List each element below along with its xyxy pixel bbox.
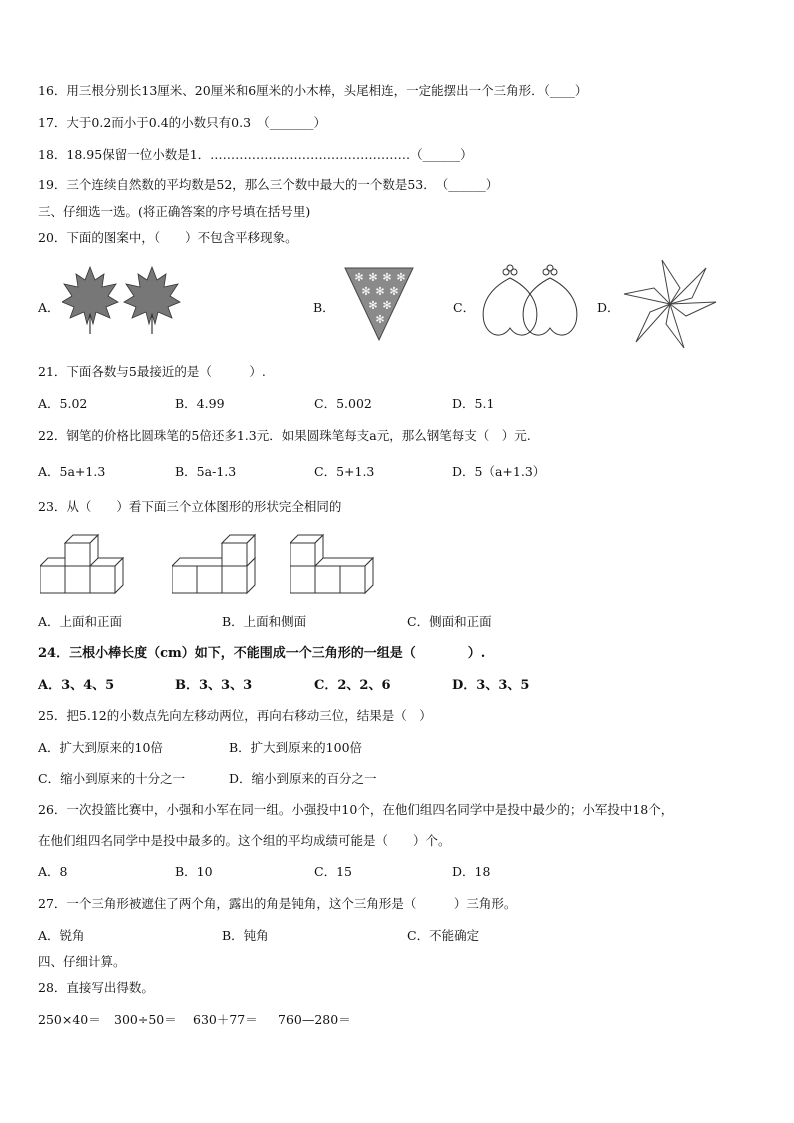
q28-expr-1: 250×40＝ xyxy=(38,1012,101,1027)
q28-expr-2: 300÷50＝ xyxy=(114,1012,177,1027)
question-17: 17．大于0.2而小于0.4的小数只有0.3 （_______） xyxy=(38,115,327,130)
q26-option-b[interactable]: B．10 xyxy=(175,864,213,879)
q23-option-a[interactable]: A．上面和正面 xyxy=(38,614,123,629)
q23-option-c[interactable]: C．侧面和正面 xyxy=(407,614,492,629)
question-20: 20．下面的图案中，（ ）不包含平移现象。 xyxy=(38,230,298,245)
svg-text:✻: ✻ xyxy=(354,271,364,284)
q27-options xyxy=(38,928,638,944)
q26-option-c[interactable]: C．15 xyxy=(314,864,352,879)
question-24: 24．三根小棒长度（cm）如下，不能围成一个三角形的一组是（ ）. xyxy=(38,646,486,661)
q24-option-a[interactable]: A．3、4、5 xyxy=(38,678,115,693)
q20-label-a: A． xyxy=(38,300,60,315)
maple-leaves-icon xyxy=(62,262,184,342)
q25-options-row2 xyxy=(38,771,638,787)
q28-expr-4: 760—280＝ xyxy=(278,1012,351,1027)
q25-option-c[interactable]: C．缩小到原来的十分之一 xyxy=(38,771,186,786)
question-16: 16．用三根分别长13厘米、20厘米和6厘米的小木棒，头尾相连，一定能摆出一个三角形．（____） xyxy=(38,83,588,98)
q26-option-d[interactable]: D．18 xyxy=(452,864,491,879)
svg-text:✻: ✻ xyxy=(368,299,378,312)
cube-stack-1-icon xyxy=(40,533,130,597)
q28-expr-3: 630＋77＝ xyxy=(193,1012,258,1027)
cube-stack-3-icon xyxy=(290,533,380,597)
q25-option-a[interactable]: A．扩大到原来的10倍 xyxy=(38,740,163,755)
svg-text:✻: ✻ xyxy=(389,285,399,298)
q21-option-d[interactable]: D．5.1 xyxy=(452,396,495,411)
snowflake-triangle-icon xyxy=(343,266,415,342)
svg-text:✻: ✻ xyxy=(375,313,385,326)
q23-option-b[interactable]: B．上面和侧面 xyxy=(222,614,307,629)
svg-text:✻: ✻ xyxy=(382,299,392,312)
q28-expressions xyxy=(38,1012,638,1028)
q24-option-c[interactable]: C．2、2、6 xyxy=(314,678,391,693)
q24-options xyxy=(38,678,638,694)
q25-options-row1 xyxy=(38,740,638,756)
q26-options xyxy=(38,864,638,880)
heart-shapes-icon xyxy=(480,264,580,344)
q21-option-c[interactable]: C．5.002 xyxy=(314,396,372,411)
question-27: 27．一个三角形被遮住了两个角，露出的角是钝角，这个三角形是（ ）三角形。 xyxy=(38,896,517,911)
section-4-heading: 四、仔细计算。 xyxy=(38,954,126,969)
svg-text:✻: ✻ xyxy=(382,271,392,284)
q21-option-a[interactable]: A．5.02 xyxy=(38,396,88,411)
q22-option-a[interactable]: A．5a+1.3 xyxy=(38,464,106,479)
q23-options xyxy=(38,614,638,630)
svg-text:✻: ✻ xyxy=(375,285,385,298)
q24-option-b[interactable]: B．3、3、3 xyxy=(175,678,253,693)
q21-option-b[interactable]: B．4.99 xyxy=(175,396,225,411)
question-22: 22．钢笔的价格比圆珠笔的5倍还多1.3元．如果圆珠笔每支a元，那么钢笔每支（ ）元. xyxy=(38,428,531,443)
pinwheel-icon xyxy=(622,258,718,350)
question-18: 18．18.95保留一位小数是1．…………………………………………（______） xyxy=(38,147,473,162)
q20-label-c: C． xyxy=(453,300,476,315)
q21-options xyxy=(38,396,638,412)
q25-option-d[interactable]: D．缩小到原来的百分之一 xyxy=(229,771,377,786)
q27-option-c[interactable]: C．不能确定 xyxy=(407,928,480,943)
section-3-heading: 三、仔细选一选。(将正确答案的序号填在括号里) xyxy=(38,204,311,219)
question-23: 23．从（ ）看下面三个立体图形的形状完全相同的 xyxy=(38,499,342,514)
q22-option-c[interactable]: C．5+1.3 xyxy=(314,464,375,479)
question-25: 25．把5.12的小数点先向左移动两位，再向右移动三位，结果是（ ） xyxy=(38,708,432,723)
q27-option-a[interactable]: A．锐角 xyxy=(38,928,85,943)
question-26-line-2: 在他们组四名同学中是投中最多的。这个组的平均成绩可能是（ ）个。 xyxy=(38,833,451,848)
q22-option-d[interactable]: D．5（a+1.3） xyxy=(452,464,546,479)
question-28: 28．直接写出得数。 xyxy=(38,980,154,995)
q22-option-b[interactable]: B．5a-1.3 xyxy=(175,464,237,479)
cube-stack-2-icon xyxy=(172,533,262,597)
q24-option-d[interactable]: D．3、3、5 xyxy=(452,678,530,693)
question-21: 21．下面各数与5最接近的是（ ）. xyxy=(38,364,266,379)
question-19: 19．三个连续自然数的平均数是52，那么三个数中最大的一个数是53． （______） xyxy=(38,177,499,192)
q22-options xyxy=(38,464,638,480)
svg-text:✻: ✻ xyxy=(396,271,406,284)
q20-label-d: D． xyxy=(597,300,620,315)
svg-text:✻: ✻ xyxy=(368,271,378,284)
svg-text:✻: ✻ xyxy=(361,285,371,298)
q26-option-a[interactable]: A．8 xyxy=(38,864,68,879)
q27-option-b[interactable]: B．钝角 xyxy=(222,928,269,943)
q25-option-b[interactable]: B．扩大到原来的100倍 xyxy=(229,740,363,755)
q20-label-b: B． xyxy=(313,300,335,315)
question-26-line-1: 26．一次投篮比赛中，小强和小军在同一组。小强投中10个，在他们组四名同学中是投中最少的；小军投中18个， xyxy=(38,802,674,817)
